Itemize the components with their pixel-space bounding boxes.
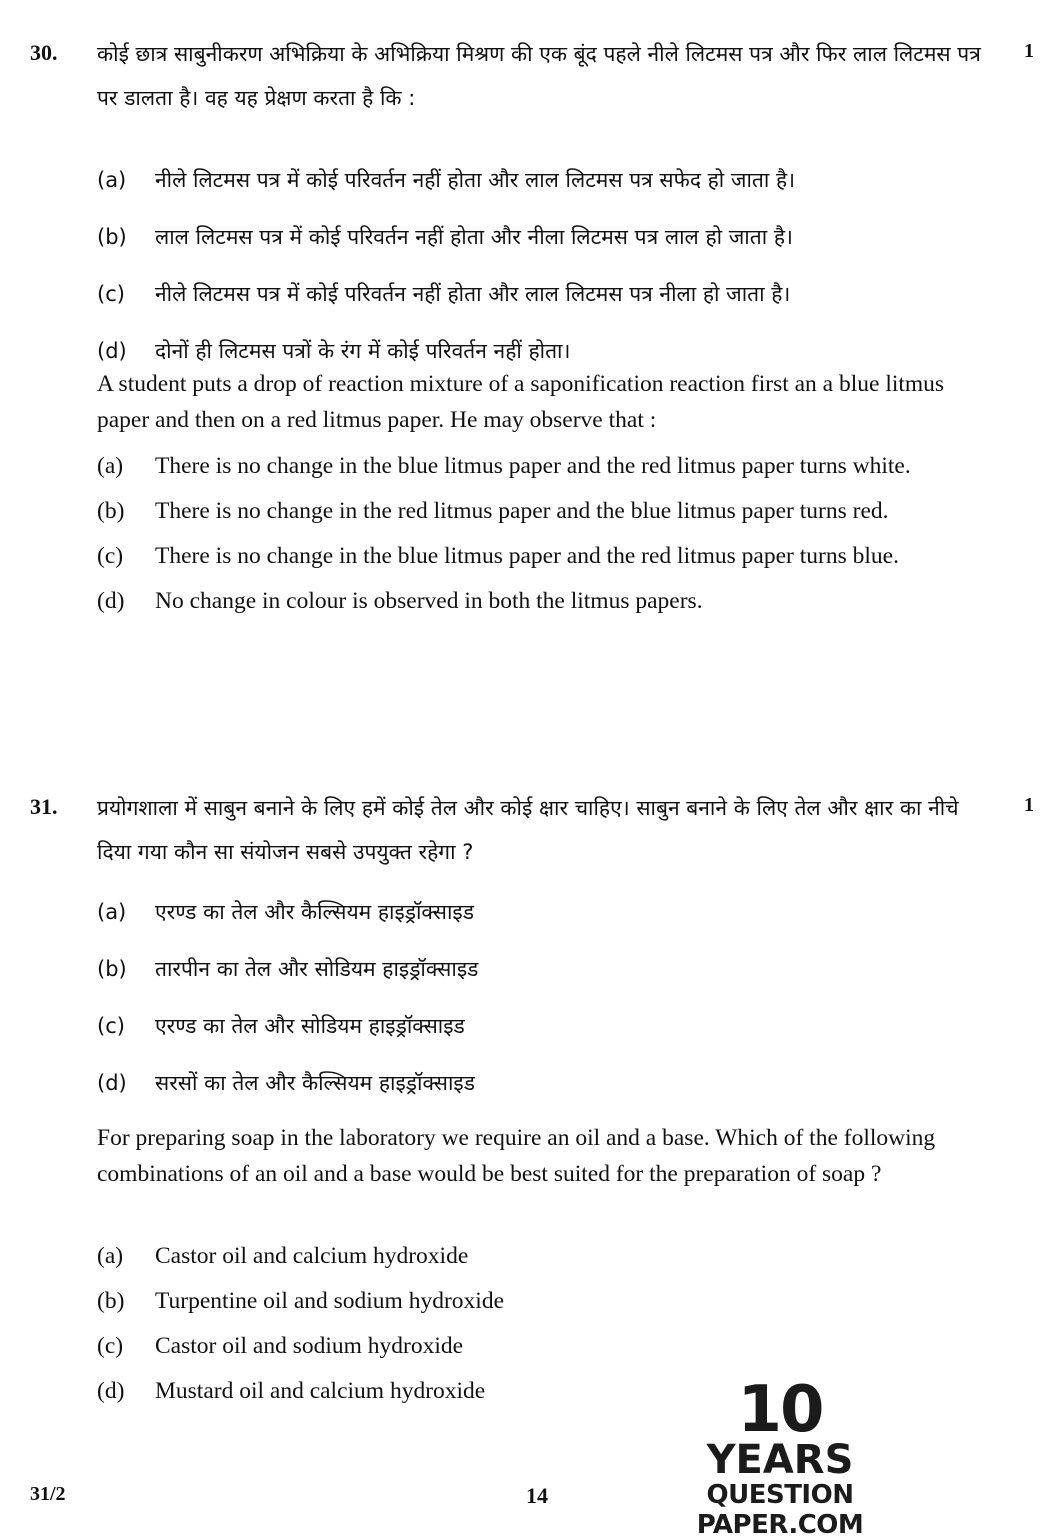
option-label: (a) (97, 900, 127, 924)
option-text: There is no change in the red litmus paper and the blue litmus paper turns red. (155, 498, 889, 524)
option-label: (a) (97, 168, 127, 192)
option-a (97, 448, 982, 484)
option-b (97, 1283, 982, 1319)
option-text: नीले लिटमस पत्र में कोई परिवर्तन नहीं होता और लाल लिटमस पत्र सफेद हो जाता है। (155, 168, 796, 192)
option-text: Turpentine oil and sodium hydroxide (155, 1288, 505, 1314)
english-question-stem: For preparing soap in the laboratory we require an oil and a base. Which of the following combinations of an oil and a base would be best suited for the preparation of soap ? (97, 1125, 936, 1187)
option-label: (c) (97, 1014, 125, 1038)
option-c (97, 272, 982, 329)
hindi-options (97, 158, 982, 386)
option-label: (b) (97, 957, 127, 981)
option-d (97, 583, 982, 619)
option-text: Castor oil and sodium hydroxide (155, 1333, 464, 1359)
option-c (97, 538, 982, 574)
option-label: (d) (97, 588, 125, 614)
option-text: No change in colour is observed in both the litmus papers. (155, 588, 703, 614)
option-label: (c) (97, 543, 124, 569)
option-a (97, 158, 982, 215)
option-label: (a) (97, 1243, 124, 1269)
option-text: नीले लिटमस पत्र में कोई परिवर्तन नहीं होता और लाल लिटमस पत्र नीला हो जाता है। (155, 282, 791, 306)
hindi-question-stem: प्रयोगशाला में साबुन बनाने के लिए हमें कोई तेल और कोई क्षार चाहिए। साबुन बनाने के लिए तेल और क्षार का नीचे दिया गया कौन सा संयोजन सबसे उपयुक्त रहेगा ? (97, 796, 959, 864)
option-d (97, 1061, 982, 1118)
option-label: (b) (97, 225, 127, 249)
option-label: (a) (97, 453, 124, 479)
option-text: एरण्ड का तेल और सोडियम हाइड्रॉक्साइड (155, 1014, 465, 1038)
option-b (97, 215, 982, 272)
option-text: There is no change in the blue litmus paper and the red litmus paper turns blue. (155, 543, 899, 569)
site-logo (640, 1373, 920, 1540)
question-number: 31. (30, 794, 58, 819)
option-text: तारपीन का तेल और सोडियम हाइड्रॉक्साइड (155, 957, 479, 981)
option-a (97, 890, 982, 947)
option-label: (c) (97, 1333, 124, 1359)
option-b (97, 947, 982, 1004)
english-question-stem: A student puts a drop of reaction mixture of a saponification reaction first an a blue litmus paper and then on a red litmus paper. He may observe that : (97, 371, 945, 433)
option-text: लाल लिटमस पत्र में कोई परिवर्तन नहीं होता और नीला लिटमस पत्र लाल हो जाता है। (155, 225, 793, 249)
option-text: दोनों ही लिटमस पत्रों के रंग में कोई परिवर्तन नहीं होता। (155, 339, 571, 363)
hindi-options (97, 890, 982, 1118)
option-a (97, 1238, 982, 1274)
option-label: (c) (97, 282, 125, 306)
option-b (97, 493, 982, 529)
hindi-question-stem: कोई छात्र साबुनीकरण अभिक्रिया के अभिक्रिया मिश्रण की एक बूंद पहले नीले लिटमस पत्र और फिर लाल लिटमस पत्र पर डालता है। वह यह प्रेक्षण करता है कि : (97, 42, 981, 110)
paper-code: 31/2 (30, 1483, 66, 1505)
option-label: (d) (97, 339, 127, 363)
logo-years: YEARS (706, 1437, 854, 1483)
page-number: 14 (526, 1483, 548, 1508)
option-c (97, 1004, 982, 1061)
option-label: (b) (97, 498, 125, 524)
logo-number: 10 (737, 1373, 823, 1447)
question-marks: 1 (1024, 794, 1034, 816)
option-label: (d) (97, 1071, 127, 1095)
option-label: (d) (97, 1378, 125, 1404)
option-text: There is no change in the blue litmus paper and the red litmus paper turns white. (155, 453, 911, 479)
option-text: एरण्ड का तेल और कैल्सियम हाइड्रॉक्साइड (155, 900, 474, 924)
question-number: 30. (30, 40, 58, 65)
english-options (97, 448, 982, 628)
option-text: सरसों का तेल और कैल्सियम हाइड्रॉक्साइड (155, 1071, 475, 1095)
option-c (97, 1328, 982, 1364)
question-marks: 1 (1024, 40, 1034, 62)
logo-site-name: QUESTION PAPER.COM (696, 1480, 864, 1540)
option-text: Castor oil and calcium hydroxide (155, 1243, 469, 1269)
option-text: Mustard oil and calcium hydroxide (155, 1378, 486, 1404)
option-label: (b) (97, 1288, 125, 1314)
